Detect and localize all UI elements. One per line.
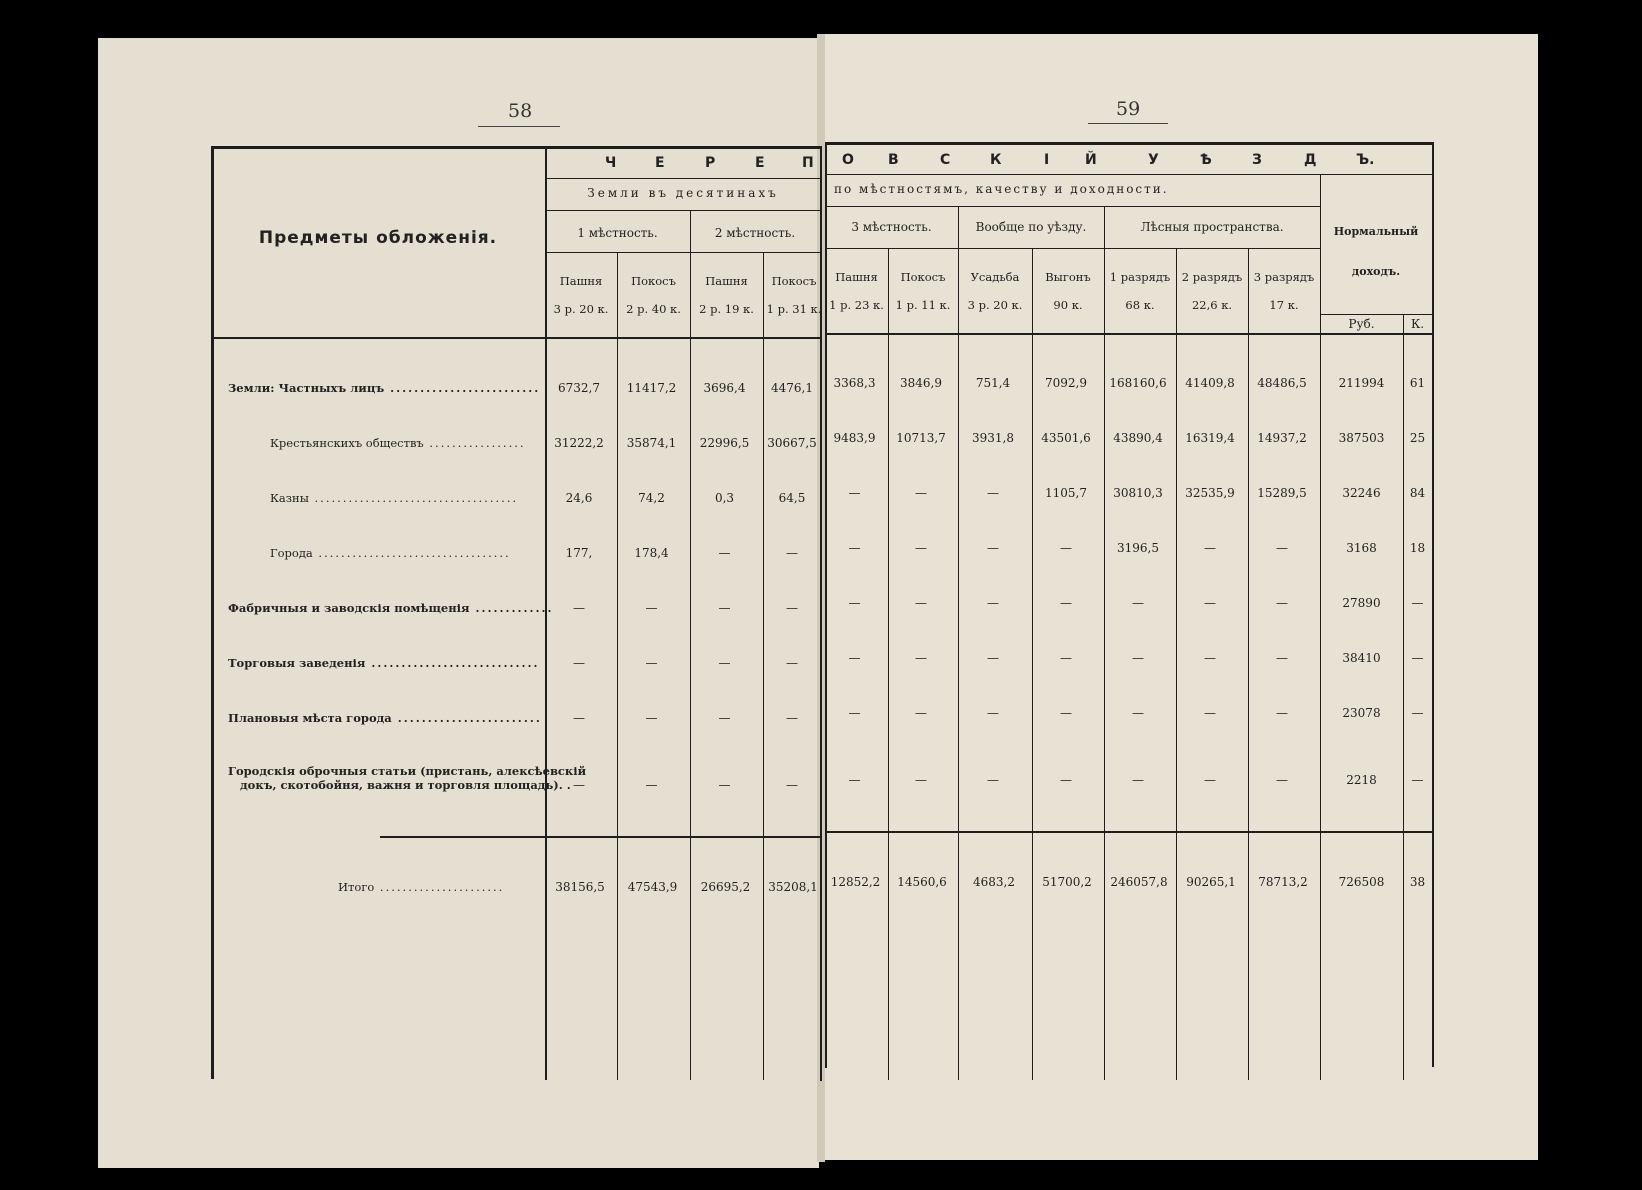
cell-value: —	[573, 778, 585, 792]
rub-kop-top-line	[1320, 314, 1432, 315]
cell-value: 30667,5	[767, 436, 817, 450]
column-rate: 68 к.	[1125, 298, 1155, 312]
cell-rub: 211994	[1338, 376, 1385, 390]
cell-rub: 23078	[1342, 706, 1381, 720]
title-letter: Р	[705, 155, 716, 171]
cell-value: —	[1132, 596, 1144, 610]
cell-value: —	[786, 778, 798, 792]
cell-value: 1105,7	[1045, 486, 1087, 500]
cell-value: —	[848, 541, 861, 555]
total-value: 246057,8	[1110, 875, 1168, 889]
locality-row-bottom-right	[825, 248, 1320, 249]
column-name: 1 разрядъ	[1109, 270, 1171, 284]
cell-value: —	[987, 651, 999, 665]
total-value: 26695,2	[700, 880, 751, 894]
cell-value: 3196,5	[1117, 541, 1159, 555]
page-number-left-rule	[478, 126, 560, 127]
cell-value: —	[1276, 651, 1288, 665]
column-divider	[1320, 174, 1321, 1080]
column-name: Покосъ	[771, 274, 817, 288]
cell-value: 48486,5	[1257, 376, 1307, 390]
cell-value: 168160,6	[1109, 376, 1167, 390]
cell-value: 30810,3	[1113, 486, 1163, 500]
locality-row-bottom-left	[545, 252, 820, 253]
header-bottom-left	[211, 337, 820, 339]
column-name: Пашня	[705, 274, 748, 288]
column-rate: 22,6 к.	[1191, 298, 1233, 312]
cell-value: —	[1204, 706, 1216, 720]
subjects-header: Предметы обложенія.	[258, 228, 498, 248]
locality-1-header: 1 мѣстность.	[577, 226, 658, 240]
column-rate: 90 к.	[1053, 298, 1083, 312]
title-row-bottom-left	[545, 178, 820, 179]
cell-value: 64,5	[778, 491, 806, 505]
cell-rub: 32246	[1342, 486, 1381, 500]
total-rub: 726508	[1338, 875, 1385, 889]
total-value: 90265,1	[1186, 875, 1236, 889]
column-rate: 17 к.	[1269, 298, 1299, 312]
title-letter: Ч	[605, 155, 617, 171]
cell-value: 7092,9	[1045, 376, 1087, 390]
cell-value: —	[848, 596, 861, 610]
column-name: Усадьба	[970, 270, 1020, 284]
cell-value: —	[718, 656, 731, 670]
cell-kop: —	[1411, 651, 1424, 665]
cell-value: —	[786, 711, 798, 725]
cell-value: —	[987, 773, 999, 787]
title-letter: С	[940, 152, 951, 168]
cell-value: —	[645, 656, 658, 670]
row-label-text: Фабричныя и заводскія помѣщенія	[228, 601, 470, 615]
title-letter: І	[1044, 152, 1050, 168]
cell-value: —	[987, 486, 999, 500]
cell-value: —	[915, 706, 927, 720]
row-label-text: Крестьянскихъ обществъ	[270, 436, 424, 450]
cell-value: —	[1132, 706, 1144, 720]
kop-header: К.	[1410, 317, 1425, 331]
cell-value: 74,2	[638, 491, 665, 505]
page-number-left: 58	[508, 100, 533, 122]
column-divider	[1403, 314, 1404, 1080]
cell-value: —	[718, 778, 731, 792]
cell-value: —	[848, 486, 861, 500]
cell-value: —	[915, 773, 927, 787]
cell-value: 3846,9	[900, 376, 942, 390]
cell-value: 24,6	[565, 491, 593, 505]
cell-value: 43501,6	[1041, 431, 1091, 445]
cell-value: 11417,2	[626, 381, 677, 395]
table-right-border	[1432, 142, 1434, 1067]
cell-value: —	[573, 601, 585, 615]
cell-value: —	[645, 711, 658, 725]
leader-dots: .........................	[384, 381, 541, 395]
cell-value: 35874,1	[626, 436, 677, 450]
header-bottom-right	[825, 333, 1432, 335]
cell-value: 3368,3	[833, 376, 876, 390]
cell-value: —	[645, 601, 658, 615]
cell-value: —	[848, 706, 861, 720]
title-letter: К	[990, 152, 1002, 168]
cell-value: —	[915, 541, 927, 555]
cell-value: 31222,2	[554, 436, 604, 450]
row-label	[228, 601, 554, 615]
table-left-border	[211, 146, 214, 1079]
cell-value: 3931,8	[972, 431, 1014, 445]
cell-value: —	[1132, 773, 1144, 787]
cell-value: —	[848, 773, 861, 787]
total-kop: 38	[1409, 875, 1426, 889]
total-value: 35208,1	[768, 880, 818, 894]
column-divider	[690, 210, 691, 1080]
cell-value: 16319,4	[1185, 431, 1235, 445]
total-value: 51700,2	[1042, 875, 1092, 889]
cell-value: 41409,8	[1185, 376, 1235, 390]
page-number-right-rule	[1088, 123, 1168, 124]
cell-value: 22996,5	[699, 436, 750, 450]
lands-row-bottom-left	[545, 210, 820, 211]
cell-value: —	[573, 656, 585, 670]
locality-3-header: 3 мѣстность.	[851, 220, 932, 234]
total-value: 4683,2	[973, 875, 1015, 889]
cell-value: 15289,5	[1257, 486, 1307, 500]
normal-income-header: Нормальный доходъ.	[1333, 225, 1419, 278]
cell-value: —	[987, 541, 999, 555]
column-name: Пашня	[835, 270, 878, 284]
leader-dots: .................	[423, 436, 526, 450]
cell-value: 43890,4	[1113, 431, 1163, 445]
column-rate: 2 р. 40 к.	[626, 302, 681, 316]
column-name: Выгонъ	[1045, 270, 1091, 284]
row-label-text: Городскія оброчныя статьи (пристань, алексѣевскій	[228, 764, 587, 778]
leader-dots: ........................	[391, 711, 542, 725]
cell-value: —	[1204, 596, 1216, 610]
locality-2-header: 2 мѣстность.	[714, 226, 796, 240]
cell-value: —	[1060, 706, 1072, 720]
column-name: Покосъ	[631, 274, 676, 288]
column-divider	[958, 206, 959, 1080]
title-letter: Й	[1085, 152, 1097, 168]
cell-value: 14937,2	[1257, 431, 1307, 445]
row-label-text: Земли: Частныхъ лицъ	[228, 381, 385, 395]
total-value: 78713,2	[1258, 875, 1308, 889]
cell-value: —	[718, 601, 731, 615]
total-label	[338, 880, 504, 894]
title-letter: Ѣ	[1200, 152, 1212, 168]
leader-dots: ....................................	[308, 491, 519, 505]
cell-value: 32535,9	[1185, 486, 1235, 500]
cell-value: —	[987, 706, 999, 720]
lands-description: Земли въ десятинахъ	[587, 186, 779, 200]
total-value: 12852,2	[830, 875, 881, 889]
leader-dots: .............	[469, 601, 554, 615]
cell-value: —	[1204, 541, 1216, 555]
leader-dots: ............................	[365, 656, 540, 670]
cell-value: 9483,9	[833, 431, 876, 445]
column-rate: 1 р. 23 к.	[829, 298, 884, 312]
cell-rub: 38410	[1342, 651, 1381, 665]
cell-value: 177,	[565, 546, 593, 560]
title-letter: Е	[755, 155, 765, 171]
cell-value: —	[915, 486, 927, 500]
cell-value: —	[915, 596, 927, 610]
cell-rub: 387503	[1338, 431, 1385, 445]
column-rate: 1 р. 11 к.	[895, 298, 951, 312]
column-rate: 2 р. 19 к.	[699, 302, 754, 316]
cell-value: —	[1276, 541, 1288, 555]
row-label-text: Плановыя мѣста города	[228, 711, 392, 725]
table-top-border-right	[825, 142, 1432, 145]
cell-value: —	[786, 546, 798, 560]
cell-kop: —	[1411, 706, 1424, 720]
row-label	[228, 711, 542, 725]
cell-kop: —	[1411, 773, 1424, 787]
total-value: 14560,6	[897, 875, 947, 889]
row-label	[228, 656, 539, 670]
cell-rub: 3168	[1346, 541, 1377, 555]
row-label	[270, 546, 511, 560]
cell-value: —	[786, 656, 798, 670]
row-label-text: Казны	[270, 491, 309, 505]
row-label	[228, 764, 586, 778]
cell-value: —	[1060, 651, 1072, 665]
cell-kop: —	[1411, 596, 1424, 610]
cell-kop: 25	[1409, 431, 1426, 445]
lands-description-cont: по мѣстностямъ, качеству и доходности.	[834, 182, 1169, 196]
column-name: 3 разрядъ	[1253, 270, 1315, 284]
lands-row-bottom-right	[825, 206, 1320, 207]
leader-dots: ..................................	[312, 546, 511, 560]
row-label-text: Торговыя заведенія	[228, 656, 366, 670]
column-name: 2 разрядъ	[1181, 270, 1243, 284]
column-rate: 3 р. 20 к.	[967, 298, 1023, 312]
cell-value: —	[915, 651, 927, 665]
cell-value: 751,4	[975, 376, 1011, 390]
county-total-header: Вообще по уѣзду.	[975, 220, 1087, 234]
row-label	[270, 491, 518, 505]
cell-value: 6732,7	[558, 381, 600, 395]
cell-value: —	[1276, 773, 1288, 787]
title-letter: Е	[655, 155, 665, 171]
cell-value: —	[573, 711, 585, 725]
cell-value: —	[1204, 773, 1216, 787]
column-rate: 1 р. 31 к.	[766, 302, 822, 316]
column-divider	[1104, 206, 1105, 1080]
total-label-text: Итого	[338, 880, 375, 894]
row-label	[270, 436, 526, 450]
title-row-bottom-right	[825, 174, 1432, 175]
column-name: Пашня	[559, 274, 603, 288]
cell-value: —	[1276, 596, 1288, 610]
cell-value: —	[718, 546, 731, 560]
cell-value: —	[1204, 651, 1216, 665]
title-letter: З	[1252, 152, 1262, 168]
cell-value: —	[987, 596, 999, 610]
cell-value: 3696,4	[703, 381, 746, 395]
title-letter: У	[1148, 152, 1159, 168]
total-separator-right	[825, 831, 1432, 833]
title-letter: Ъ.	[1356, 152, 1375, 168]
row-label-cont: докъ, скотобойня, важня и торговля площадь). .	[240, 778, 571, 792]
column-name: Покосъ	[900, 270, 946, 284]
total-value: 38156,5	[555, 880, 605, 894]
cell-value: —	[645, 778, 658, 792]
cell-value: —	[786, 601, 798, 615]
cell-value: —	[1060, 773, 1072, 787]
cell-value: —	[1276, 706, 1288, 720]
row-label-text: Города	[270, 546, 313, 560]
total-value: 47543,9	[627, 880, 678, 894]
row-label	[228, 381, 540, 395]
cell-value: 0,3	[714, 491, 735, 505]
cell-rub: 27890	[1342, 596, 1381, 610]
cell-value: —	[1060, 541, 1072, 555]
forest-header: Лѣсныя пространства.	[1140, 220, 1284, 234]
cell-kop: 18	[1409, 541, 1426, 555]
total-separator-left	[380, 836, 820, 838]
title-letter: П	[802, 155, 814, 171]
rub-header: Руб.	[1348, 317, 1375, 331]
cell-value: 178,4	[634, 546, 669, 560]
cell-kop: 61	[1409, 376, 1426, 390]
title-letter: О	[842, 152, 854, 168]
column-rate: 3 р. 20 к.	[553, 302, 609, 316]
cell-rub: 2218	[1346, 773, 1377, 787]
title-letter: В	[888, 152, 899, 168]
title-letter: Д	[1304, 152, 1317, 168]
cell-value: —	[848, 651, 861, 665]
cell-value: —	[1132, 651, 1144, 665]
cell-kop: 84	[1409, 486, 1426, 500]
page-number-right: 59	[1116, 98, 1141, 120]
leader-dots: ......................	[374, 880, 505, 894]
cell-value: —	[718, 711, 731, 725]
cell-value: 10713,7	[896, 431, 946, 445]
cell-value: 4476,1	[771, 381, 813, 395]
table-top-border-left	[211, 146, 821, 149]
cell-value: —	[1060, 596, 1072, 610]
